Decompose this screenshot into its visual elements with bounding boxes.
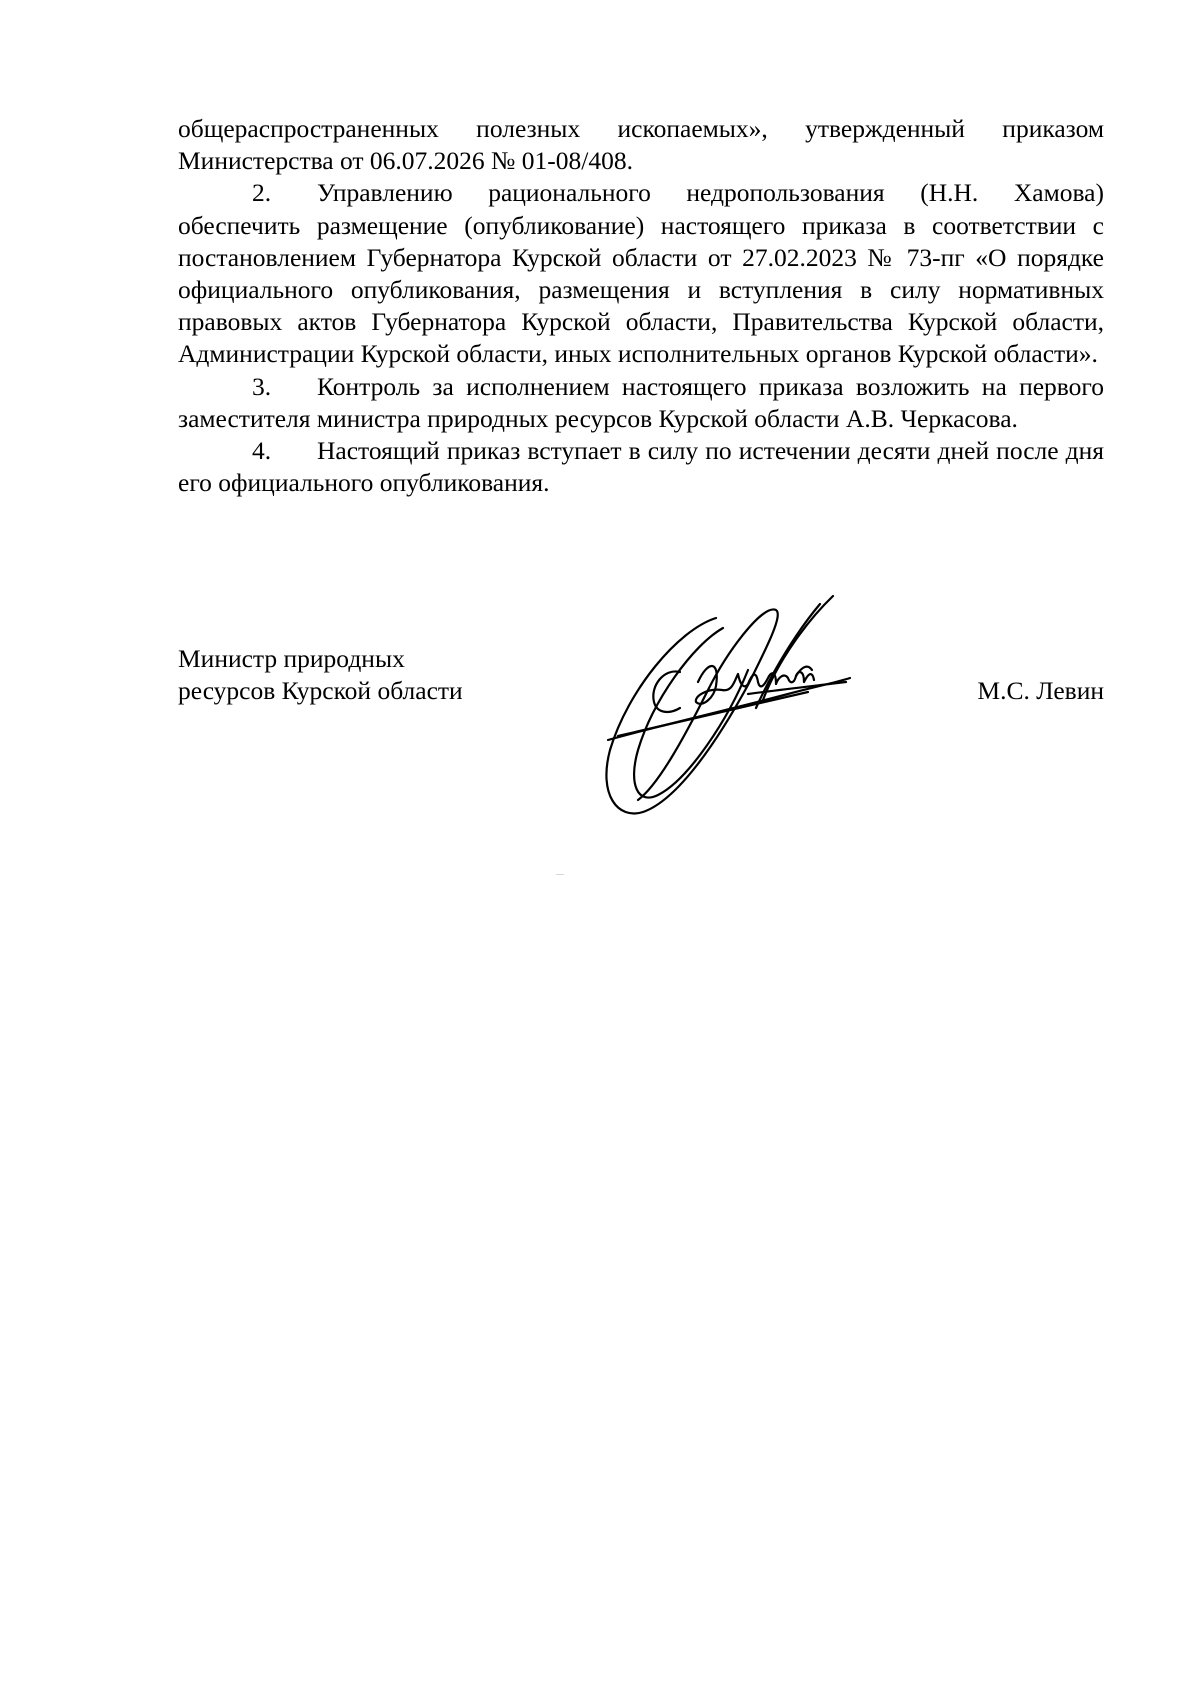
handwritten-signature-icon [598, 590, 888, 830]
intro-paragraph: общераспространенных полезных ископаемых», утвержденный приказом Министерства от 06.07.2026 № 01-08/408. [178, 114, 1104, 176]
item-text: Настоящий приказ вступает в силу по истечении десяти дней после дня его официального опубликования. [178, 436, 1104, 498]
position-line-2: ресурсов Курской области [178, 676, 463, 706]
item-text: Контроль за исполнением настоящего приказа возложить на первого заместителя министра природных ресурсов Курской области А.В. Черкасова. [178, 371, 1104, 433]
signer-name: М.С. Левин [977, 676, 1104, 705]
item-text: Управлению рационального недропользования (Н.Н. Хамова) обеспечить размещение (опубликование) настоящего приказа в соответствии с постановлением Губернатора Курской области от 27.02.2023 № 73-пг «О порядке официального опубликования, размещения и вступления в силу нормативных правовых актов Губернатора Курской области, Правительства Курской области, Администрации Курской области, иных исполнительных органов Курской области». [178, 178, 1104, 369]
signer-position [178, 643, 463, 707]
list-item [178, 435, 1104, 499]
list-item [178, 177, 1104, 370]
item-number: 3. [252, 371, 272, 401]
item-number: 2. [252, 178, 272, 208]
scan-artifact [556, 874, 564, 875]
document-body [178, 113, 1104, 499]
list-item [178, 371, 1104, 435]
item-number: 4. [252, 436, 272, 466]
position-line-1: Министр природных [178, 644, 405, 673]
